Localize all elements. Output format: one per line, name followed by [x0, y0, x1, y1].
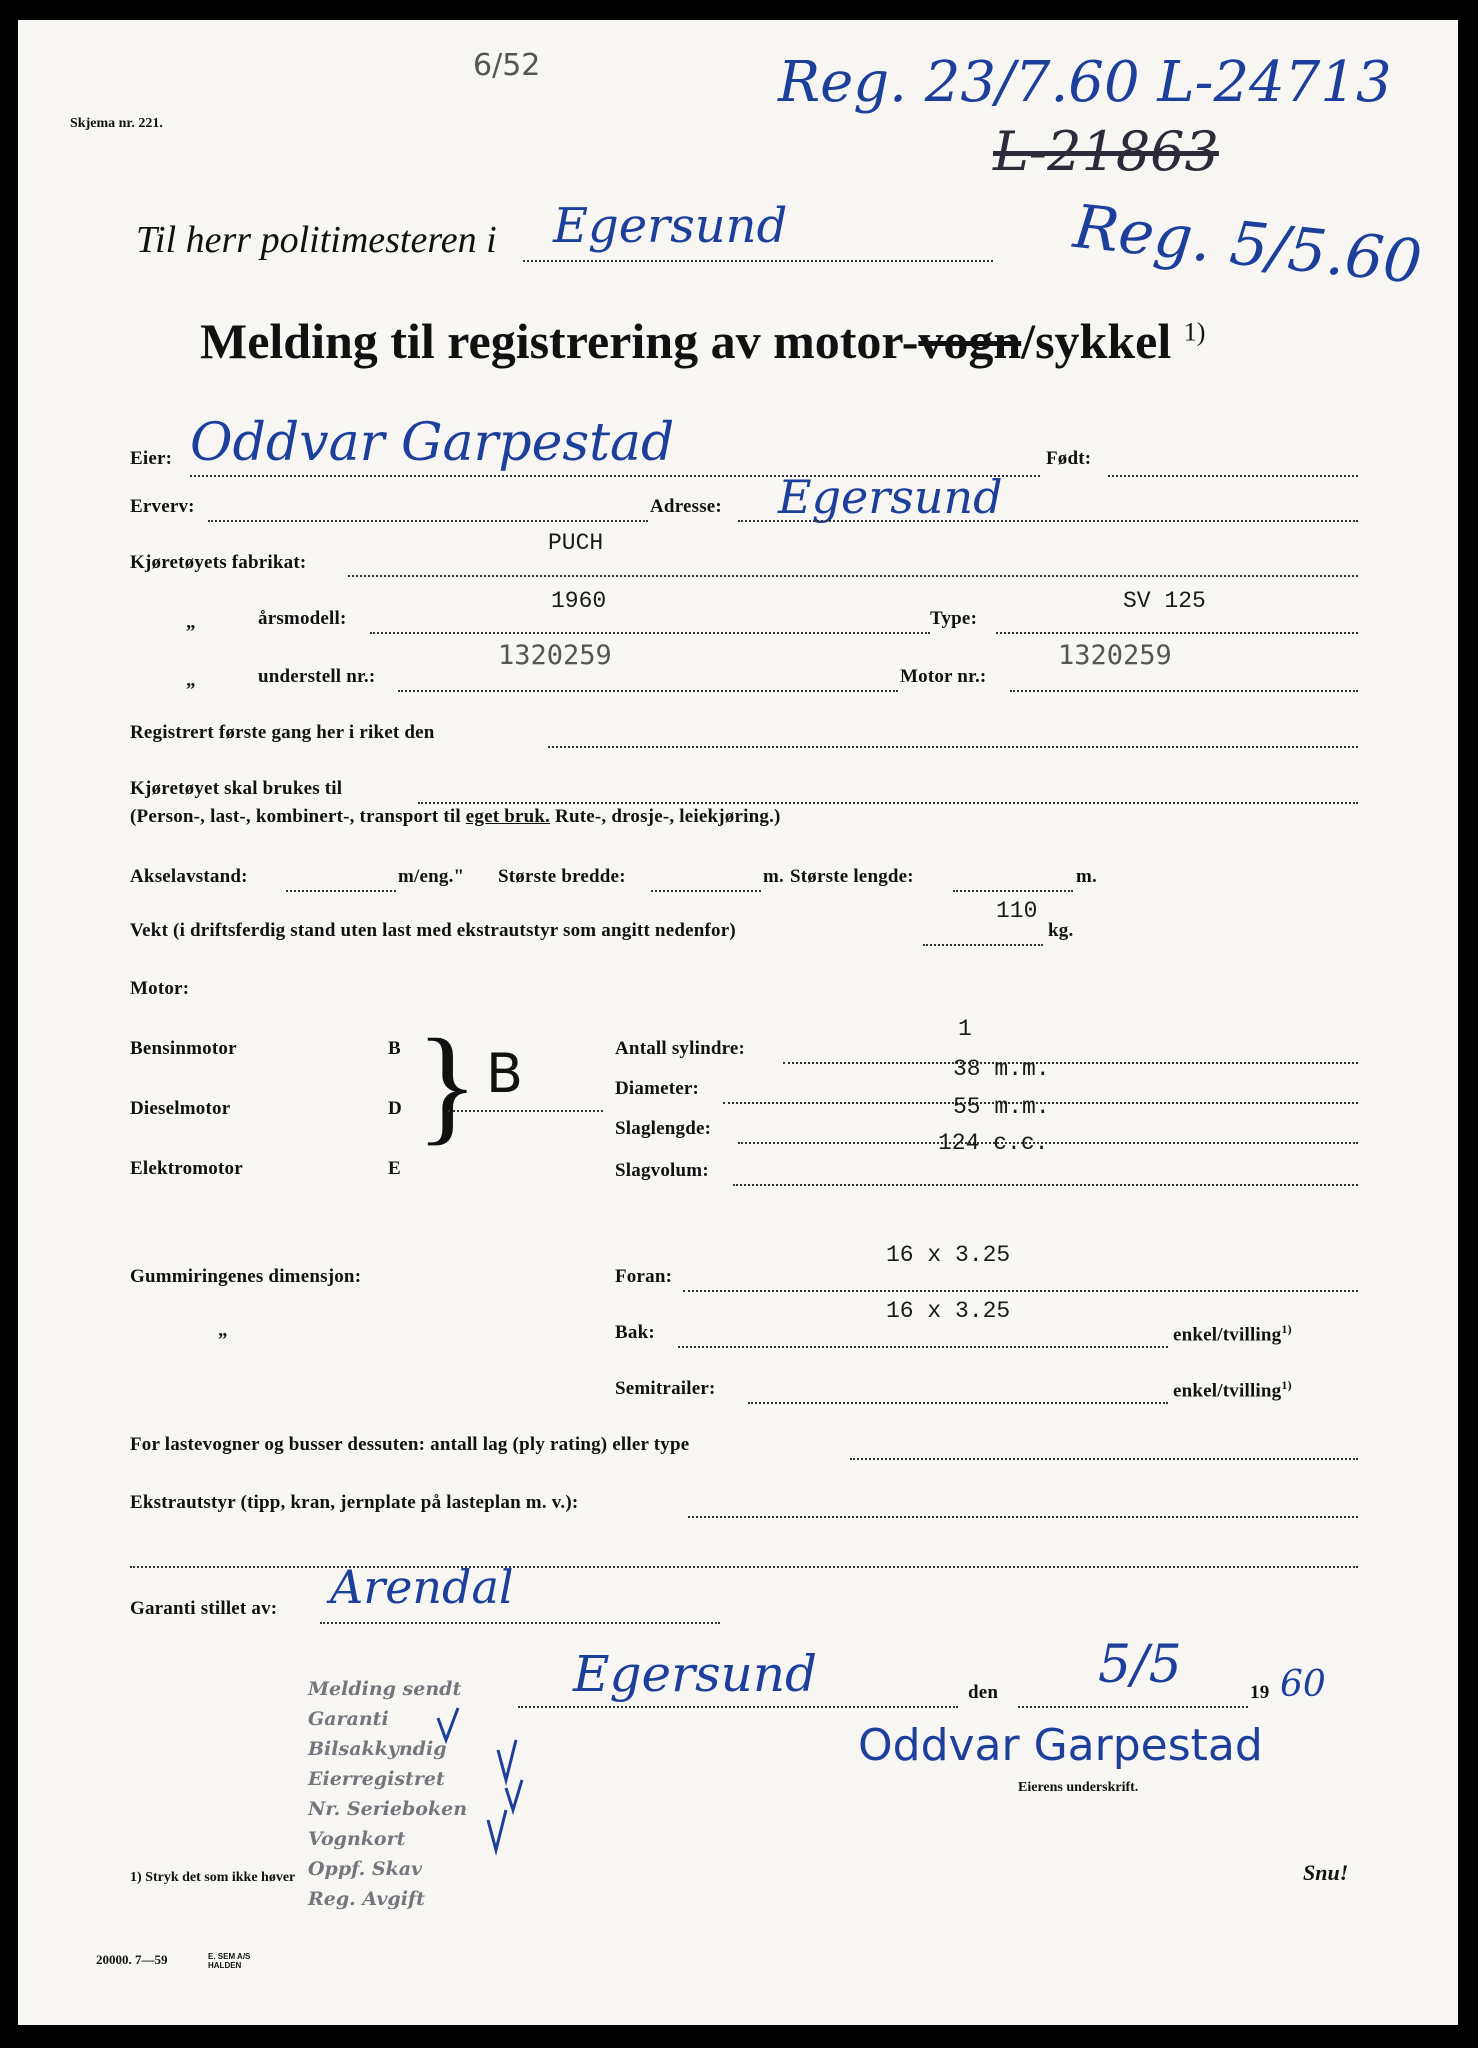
cylinders-label: Antall sylindre:	[615, 1038, 746, 1059]
occupation-label: Erverv:	[130, 496, 195, 517]
owner-name: Oddvar Garpestad	[190, 413, 675, 473]
signature-label: Eierens underskrift.	[1018, 1780, 1139, 1795]
guarantee-value: Arendal	[330, 1560, 514, 1614]
engine-number-value: 1320259	[1058, 640, 1172, 671]
trucks-label: For lastevogner og busser dessuten: antall lag (ply rating) eller type	[130, 1434, 690, 1455]
cylinders-value: 1	[958, 1016, 972, 1042]
date-label: den	[968, 1682, 999, 1703]
tires-front-label: Foran:	[615, 1266, 673, 1287]
motor-type-electric: Elektromotor	[130, 1158, 243, 1179]
type-value: SV 125	[1123, 588, 1206, 614]
check-marks	[418, 1700, 538, 1860]
wheelbase-label: Akselavstand:	[130, 866, 248, 887]
motor-code-electric: E	[388, 1158, 401, 1179]
addressee-value: Egersund	[553, 198, 788, 254]
extras-label: Ekstrautstyr (tipp, kran, jernplate på lasteplan m. v.):	[130, 1492, 579, 1513]
tires-heading: Gummiringenes dimensjon:	[130, 1266, 362, 1287]
motor-code-diesel: D	[388, 1098, 402, 1119]
year-suffix: 60	[1280, 1664, 1326, 1705]
first-registered-label: Registrert første gang her i riket den	[130, 722, 435, 743]
guarantee-label: Garanti stillet av:	[130, 1598, 278, 1619]
engine-number-label: Motor nr.:	[900, 666, 987, 687]
motor-selected-code: B	[486, 1042, 524, 1105]
model-year-value: 1960	[551, 588, 607, 614]
tires-rear-value: 16 x 3.25	[886, 1298, 1011, 1324]
born-label: Født:	[1046, 448, 1092, 469]
turn-over-note: Snu!	[1303, 1860, 1349, 1885]
form-number: Skjema nr. 221.	[70, 116, 163, 131]
stroke-label: Slaglengde:	[615, 1118, 712, 1139]
tires-rear-suffix: enkel/tvilling$^{1)}$	[1173, 1322, 1292, 1346]
addressee-label: Til herr politimesteren i	[136, 219, 497, 261]
chassis-label: understell nr.:	[258, 666, 376, 687]
year-prefix: 19	[1250, 1682, 1270, 1703]
address-value: Egersund	[778, 470, 1003, 524]
semitrailer-suffix: enkel/tvilling$^{1)}$	[1173, 1378, 1292, 1402]
type-label: Type:	[930, 608, 978, 629]
width-unit: m.	[763, 866, 784, 887]
registration-note-right: Reg. 5/5.60	[1070, 191, 1425, 299]
tires-front-value: 16 x 3.25	[886, 1242, 1011, 1268]
signed-place: Egersund	[573, 1645, 818, 1703]
owner-label: Eier:	[130, 448, 173, 469]
wheelbase-unit: m/eng."	[398, 866, 465, 887]
displacement-label: Slagvolum:	[615, 1160, 709, 1181]
usage-label: Kjøretøyet skal brukes til	[130, 778, 343, 799]
motor-heading: Motor:	[130, 978, 190, 999]
registration-old: L-21863	[993, 120, 1219, 183]
motor-brace: }	[416, 1013, 479, 1157]
printer-name: E. SEM A/S HALDEN	[208, 1952, 251, 1970]
chassis-value: 1320259	[498, 640, 612, 671]
weight-label: Vekt (i driftsferdig stand uten last med ekstrautstyr som angitt nedenfor)	[130, 920, 736, 941]
displacement-value: 124 c.c.	[938, 1130, 1049, 1156]
make-label: Kjøretøyets fabrikat:	[130, 552, 307, 573]
length-unit: m.	[1076, 866, 1097, 887]
usage-options: (Person-, last-, kombinert-, transport til eget bruk. Rute-, drosje-, leiekjøring.)	[130, 806, 781, 827]
make-value: PUCH	[548, 530, 604, 556]
registration-note-top: Reg. 23/7.60 L-24713	[778, 50, 1392, 115]
stroke-value: 55 m.m.	[953, 1094, 1050, 1120]
bore-label: Diameter:	[615, 1078, 700, 1099]
motor-type-petrol: Bensinmotor	[130, 1038, 237, 1059]
signed-date: 5/5	[1098, 1635, 1182, 1695]
model-year-label: årsmodell:	[258, 608, 347, 629]
print-info: 20000. 7—59	[96, 1952, 168, 1967]
form-title: Melding til registrering av motor-vogn/sykkel $^{1)}$	[200, 313, 1206, 369]
archive-number: 6/52	[473, 48, 541, 83]
weight-unit: kg.	[1048, 920, 1074, 941]
length-label: Største lengde:	[790, 866, 914, 887]
registration-form: Skjema nr. 221. 6/52 Reg. 23/7.60 L-24713 L-21863 Reg. 5/5.60 Til herr politimesteren i Egersund Melding til registrering av motor-vogn/sykkel $^{1)}$ Eier: Oddvar Garpestad Født: Erverv: Adresse: Egersund Kjøretøyets fabrikat: PUCH „ årsmodell: 1960 Type: SV 125 „ understell nr.: 1320259 Motor nr.: 1320259 Registrert første gang her i riket den Kjøretøyet skal brukes til (Person-, last-, kombinert-, transport til eget bruk. Rute-, drosje-, leiekjøring.) Akselavstand: m/eng." Største bredde: m. Største lengde: m. Vekt (i driftsferdig stand uten last med ekstrautstyr som angitt nedenfor) 110 kg. Motor: Bensinmotor B Dieselmotor D Elektromotor E } B Antall sylindre: 1 Diameter: 38 m.m. Slaglengde: 55 m.m. Slagvolum: 124 c.c. Gummiringenes dimensjon: „ Foran: 16 x 3.25 Bak: 16 x 3.25 enkel/tvilling$^{1)}$ Semitrailer: enkel/tvilling$^{1)}$ For lastevogner og busser dessuten: antall lag (ply rating) eller type Ekstrautstyr (tipp, kran, jernplate på lasteplan m. v.): Garanti stillet av: Arendal Egersund den 5/5 19 60 Oddvar Garpestad Eierens underskrift. Melding sendt Garanti Bilsakkyndig Eierregistret Nr. Serieboken Vognkort Oppf. Skav Reg. Avgift 1) Stryk det som ikke høver Snu! 20000. 7—59 E. SEM A/S HALDEN	[18, 20, 1458, 2025]
address-label: Adresse:	[650, 496, 722, 517]
footnote: 1) Stryk det som ikke høver	[130, 1870, 296, 1885]
bore-value: 38 m.m.	[953, 1056, 1050, 1082]
owner-signature: Oddvar Garpestad	[858, 1720, 1263, 1771]
motor-code-petrol: B	[388, 1038, 401, 1059]
weight-value: 110	[996, 898, 1038, 924]
motor-type-diesel: Dieselmotor	[130, 1098, 231, 1119]
tires-rear-label: Bak:	[615, 1322, 655, 1343]
office-stamp: Melding sendt Garanti Bilsakkyndig Eierregistret Nr. Serieboken Vognkort Oppf. Skav Reg. Avgift	[308, 1678, 468, 1910]
width-label: Største bredde:	[498, 866, 626, 887]
semitrailer-label: Semitrailer:	[615, 1378, 716, 1399]
